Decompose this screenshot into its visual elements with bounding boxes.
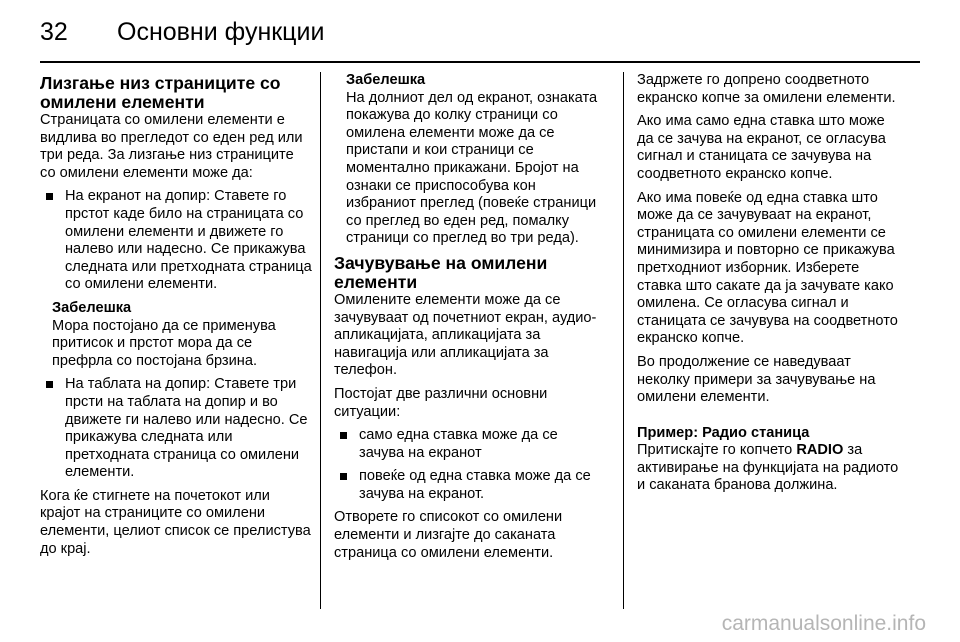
list-item [334, 427, 606, 462]
section-heading-scrolling: Лизгање низ страниците со омилени елементи [40, 73, 281, 112]
example-text-pre: Притискајте го копчето [637, 442, 797, 459]
list-item-text: само една ставка може да се зачува на екранот [359, 427, 558, 461]
paragraph: Омилените елементи може да се зачувуваат од почетниот екран, аудио-апликацијата, апликацијата за навигација или апликацијата за телефон. [334, 291, 597, 379]
list-item-text: На таблата на допир: Ставете три прсти на таблата на допир и во движете ги налево или надесно. Се прикажува следната или претходната страница со омилени елементи. [65, 376, 308, 481]
note-body: Мора постојано да се применува притисок и прстот мора да се префрла со постојана брзина. [52, 317, 276, 369]
header-divider [40, 61, 920, 63]
paragraph: Ако има само една ставка што може да се зачува на екранот, се огласува сигнал и станицата се зачувува на соодветното екранско копче. [637, 113, 886, 182]
note-title: Забелешка [52, 299, 132, 316]
bullet-list-1 [40, 188, 312, 482]
square-bullet-icon [46, 381, 53, 388]
paragraph-intro: Страницата со омилени елементи е видлива во прегледот со еден ред или три реда. За лизгање низ страниците со омилени елементи може да: [40, 112, 303, 181]
section-heading-saving: Зачувување на омилени елементи [334, 252, 548, 292]
example-title: Пример: Радио станица [637, 424, 810, 441]
paragraph-outro: Кога ќе стигнете на почетокот или крајот на страниците со омилени елементи, целиот список се прелистува до крај. [40, 487, 311, 557]
square-bullet-icon [340, 432, 347, 439]
example-text-post: за активирање на функцијата на радиото и саканата бранова должина. [637, 442, 899, 494]
page-title: Основни функции [117, 18, 325, 46]
bullet-list-2 [334, 427, 606, 503]
page-number: 32 [40, 18, 68, 46]
note-block [52, 300, 312, 370]
column-divider-2 [623, 72, 624, 609]
note-body: На долниот дел од екранот, ознаката покажува до колку страници со омилена елементи може да се пристапи и кои страници се моментално прикажани. Бројот на ознаки се приспособува кон избраниот преглед (повеќе страници со преглед во еден ред, помалку страници со преглед во три реда). [346, 89, 598, 247]
page-header [40, 10, 920, 54]
list-item-text: повеќе од една ставка може да се зачува на екранот. [359, 468, 591, 502]
paragraph: Отворете го списокот со омилени елементи и лизгајте до саканата страница со омилени елементи. [334, 509, 563, 561]
list-item [334, 468, 606, 503]
square-bullet-icon [46, 193, 53, 200]
column-3 [637, 72, 905, 501]
list-item-text: На екранот на допир: Ставете го прстот каде било на страницата со омилени елементи и движете го налево или надесно. Се прикажува следната или претходната страница со омилени елементи. [65, 188, 312, 293]
column-2 [334, 72, 606, 568]
paragraph: Задржете го допрено соодветното екранско копче за омилени елементи. [637, 72, 896, 106]
paragraph: Во продолжение се наведуваат неколку примери за зачувување на омилени елементи. [637, 353, 876, 406]
square-bullet-icon [340, 473, 347, 480]
list-item [40, 188, 312, 370]
paragraph: Ако има повеќе од една ставка што може да се зачувуваат на екранот, страницата со омилени елементи се минимизира и повторно се прикажува претходниот изборник. Изберете ставка што сакате да ја зачувате како омилена. Се огласува сигнал и станицата се зачувува на соодветното екранско копче. [637, 189, 898, 347]
note-block [334, 72, 606, 248]
paragraph-example [637, 442, 905, 495]
radio-key-label: RADIO [796, 442, 844, 459]
column-divider-1 [320, 72, 321, 609]
note-title: Забелешка [346, 72, 426, 88]
column-1 [40, 72, 312, 564]
watermark: carmanualsonline.info [721, 612, 926, 635]
paragraph: Постојат две различни основни ситуации: [334, 385, 548, 420]
list-item [40, 376, 312, 482]
